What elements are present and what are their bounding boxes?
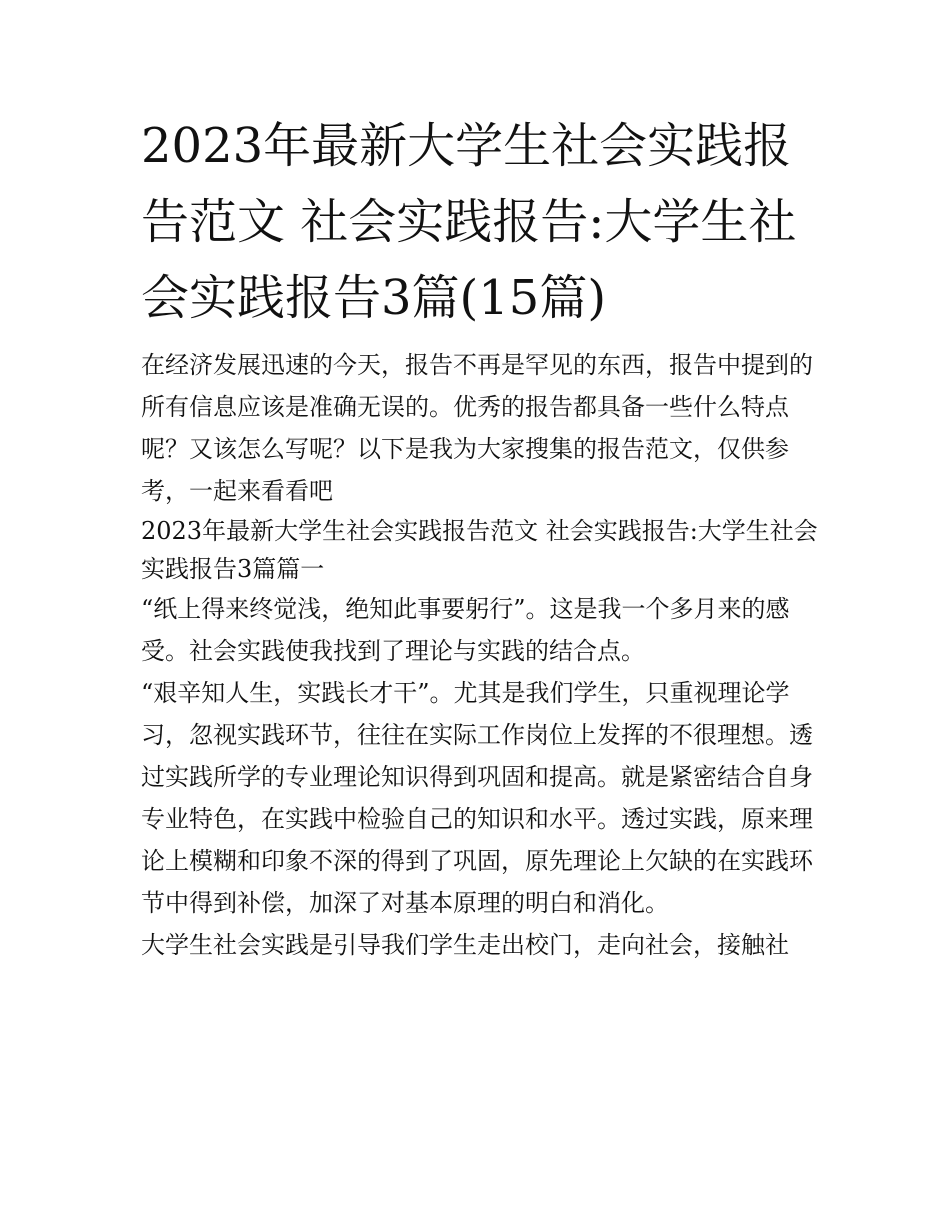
document-page — [141, 108, 821, 966]
document-title: 2023年最新大学生社会实践报告范文 社会实践报告:大学生社会实践报告3篇(15篇) — [141, 118, 797, 326]
body-paragraph: “纸上得来终觉浅，绝知此事要躬行”。这是我一个多月来的感受。社会实践使我找到了理论与实践的结合点。 — [141, 595, 790, 665]
body-paragraph: 大学生社会实践是引导我们学生走出校门，走向社会，接触社 — [141, 931, 789, 959]
body-paragraph: “艰辛知人生，实践长才干”。尤其是我们学生，只重视理论学习，忽视实践环节，往往在实际工作岗位上发挥的不很理想。透过实践所学的专业理论知识得到巩固和提高。就是紧密结合自身专业特色，在实践中检验自己的知识和水平。透过实践，原来理论上模糊和印象不深的得到了巩固，原先理论上欠缺的在实践环节中得到补偿，加深了对基本原理的明白和消化。 — [141, 679, 813, 917]
section-heading: 2023年最新大学生社会实践报告范文 社会实践报告:大学生社会实践报告3篇篇一 — [141, 517, 818, 583]
intro-paragraph: 在经济发展迅速的今天，报告不再是罕见的东西，报告中提到的所有信息应该是准确无误的。优秀的报告都具备一些什么特点呢？又该怎么写呢？以下是我为大家搜集的报告范文，仅供参考，一起来看看吧 — [141, 351, 813, 505]
